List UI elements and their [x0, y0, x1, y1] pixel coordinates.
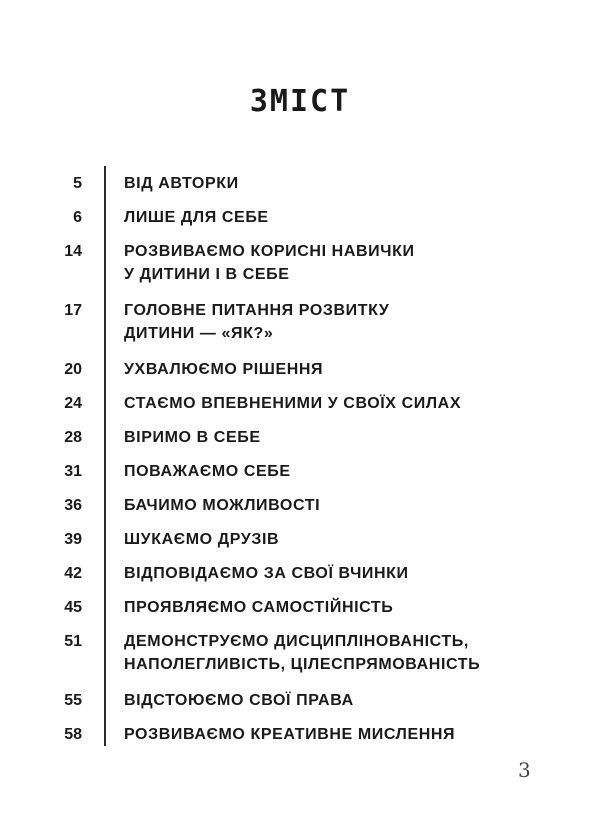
toc-title: ВІДСТОЮЄМО СВОЇ ПРАВА [124, 692, 354, 709]
toc-page-number: 5 [73, 175, 82, 192]
toc-title: РОЗВИВАЄМО КРЕАТИВНЕ МИСЛЕННЯ [124, 726, 456, 743]
toc-page-number: 24 [64, 395, 82, 412]
toc-entry[interactable] [0, 240, 600, 286]
toc-entry[interactable] [0, 630, 600, 676]
toc-page-number: 42 [64, 565, 82, 582]
toc-entry[interactable] [0, 723, 600, 746]
toc-entry[interactable] [0, 392, 600, 415]
toc-title: ДЕМОНСТРУЄМО ДИСЦИПЛІНОВАНІСТЬ, НАПОЛЕГЛИВІСТЬ, ЦІЛЕСПРЯМОВАНІСТЬ [124, 633, 481, 673]
toc-page-number: 55 [64, 692, 82, 709]
toc-page-number: 51 [64, 633, 82, 650]
page-number: 3 [518, 758, 531, 782]
toc-title: БАЧИМО МОЖЛИВОСТІ [124, 497, 321, 514]
toc-title: ПРОЯВЛЯЄМО САМОСТІЙНІСТЬ [124, 599, 394, 616]
toc-title: РОЗВИВАЄМО КОРИСНІ НАВИЧКИ У ДИТИНИ І В СЕБЕ [124, 243, 415, 283]
toc-entry[interactable] [0, 528, 600, 551]
toc-entry[interactable] [0, 172, 600, 195]
toc-page-number: 45 [64, 599, 82, 616]
toc-title: СТАЄМО ВПЕВНЕНИМИ У СВОЇХ СИЛАХ [124, 395, 462, 412]
toc-page-number: 36 [64, 497, 82, 514]
toc-title: ГОЛОВНЕ ПИТАННЯ РОЗВИТКУ ДИТИНИ — «ЯК?» [124, 302, 390, 342]
toc-title: ВІД АВТОРКИ [124, 175, 239, 192]
toc-title: ШУКАЄМО ДРУЗІВ [124, 531, 280, 548]
toc-entry[interactable] [0, 460, 600, 483]
toc-entry[interactable] [0, 689, 600, 712]
toc-page-number: 39 [64, 531, 82, 548]
toc-title: ПОВАЖАЄМО СЕБЕ [124, 463, 291, 480]
toc-page-number: 20 [64, 361, 82, 378]
toc-title: ВІРИМО В СЕБЕ [124, 429, 261, 446]
toc-title: УХВАЛЮЄМО РІШЕННЯ [124, 361, 324, 378]
toc-title: ВІДПОВІДАЄМО ЗА СВОЇ ВЧИНКИ [124, 565, 409, 582]
toc-title: ЛИШЕ ДЛЯ СЕБЕ [124, 209, 269, 226]
toc-page-number: 28 [64, 429, 82, 446]
toc-entry[interactable] [0, 426, 600, 449]
toc-page-number: 14 [64, 243, 82, 260]
toc-entry[interactable] [0, 562, 600, 585]
toc-entry[interactable] [0, 206, 600, 229]
toc-entry[interactable] [0, 494, 600, 517]
toc-page-number: 17 [64, 302, 82, 319]
toc-page-number: 6 [73, 209, 82, 226]
toc-page-number: 58 [64, 726, 82, 743]
toc-entry[interactable] [0, 358, 600, 381]
toc-entry[interactable] [0, 299, 600, 345]
page-title: ЗМІСТ [249, 84, 351, 119]
toc-entry[interactable] [0, 596, 600, 619]
toc-page-number: 31 [64, 463, 82, 480]
table-of-contents [0, 172, 600, 757]
